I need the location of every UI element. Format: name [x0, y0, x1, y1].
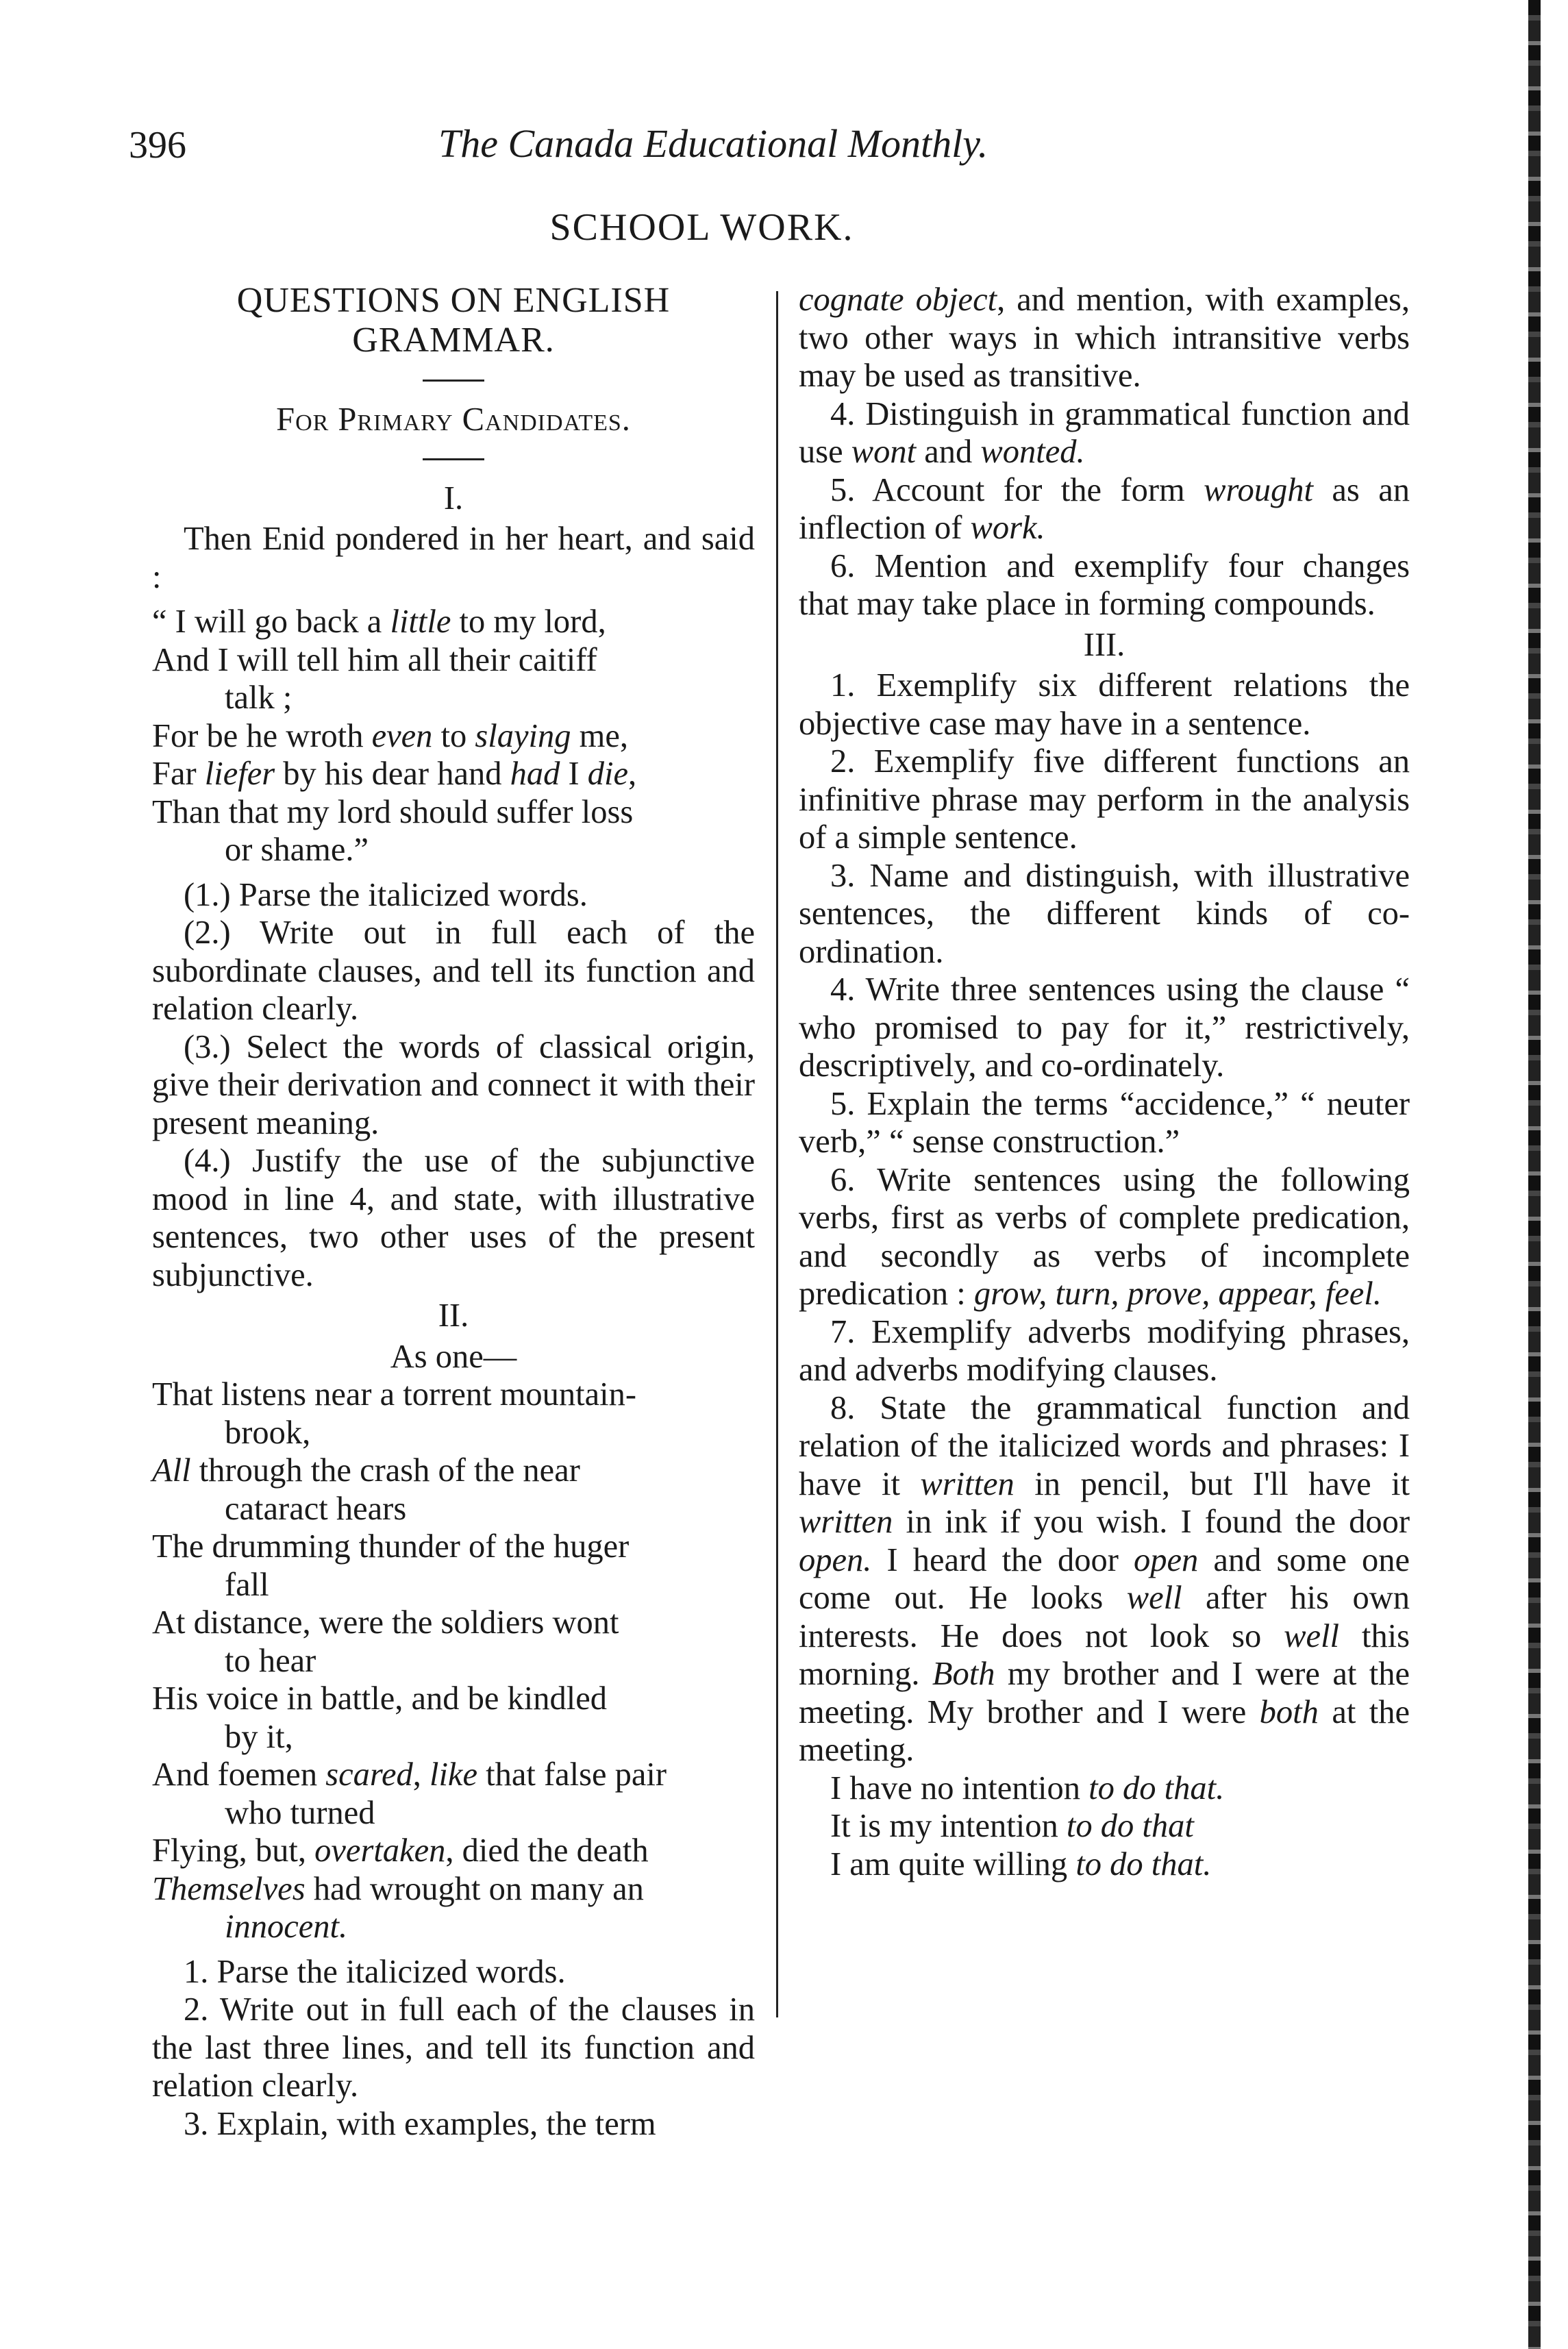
example-sentence-3: I am quite willing to do that. — [830, 1845, 1212, 1882]
question-2-3: 3. Explain, with examples, the term — [184, 2105, 656, 2142]
section-title: SCHOOL WORK. — [549, 206, 854, 249]
divider — [423, 380, 484, 382]
question-1-3: (3.) Select the words of classical origin, give their derivation and connect it with their present meaning. — [152, 1028, 755, 1141]
verse-line: who turned — [225, 1794, 375, 1831]
question-3-4: 4. Write three sentences using the clause “ who promised to pay for it,” restrictively, descriptively, and co-ordinately. — [799, 971, 1410, 1084]
verse-line: For be he wroth even to slaying me, — [152, 717, 629, 754]
verse-line: fall — [225, 1566, 269, 1603]
question-2-2: 2. Write out in full each of the clauses in the last three lines, and tell its function and relation clearly. — [152, 1991, 755, 2104]
question-3-3: 3. Name and distinguish, with illustrative sentences, the different kinds of co-ordination. — [799, 857, 1410, 970]
verse-line: or shame.” — [225, 832, 369, 868]
as-one-line: As one— — [390, 1338, 517, 1375]
article-title-line2: GRAMMAR. — [352, 321, 555, 360]
example-sentence-2: It is my intention to do that — [830, 1808, 1194, 1844]
intro-line: Then Enid pondered in her heart, and said : — [152, 521, 755, 595]
left-column — [152, 281, 755, 2143]
part-numeral-1: I. — [443, 480, 464, 517]
verse-line: Far liefer by his dear hand had I die, — [152, 756, 637, 792]
verse-line: And I will tell him all their caitiff — [152, 641, 597, 678]
right-column — [799, 281, 1410, 1883]
running-title: The Canada Educational Monthly. — [438, 121, 988, 166]
verse-line: “ I will go back a little to my lord, — [152, 604, 606, 640]
part-numeral-2: II. — [438, 1297, 469, 1334]
example-sentence-1: I have no intention to do that. — [830, 1769, 1225, 1806]
verse-line: The drumming thunder of the huger — [152, 1528, 630, 1565]
question-3-8: 8. State the grammatical function and relation of the italicized words and phrases: I have it written in pencil, but I'll have it written in ink if you wish. I found the door open. I heard the door open and some one come out. He looks well after his own interests. He does not look so well this morning. Both my brother and I were at the meeting. My brother and I were both at the meeting. — [799, 1389, 1410, 1768]
article-subtitle: For Primary Candidates. — [276, 401, 631, 438]
question-2-5: 5. Account for the form wrought as an inflection of work. — [799, 471, 1410, 546]
question-2-3-continued: cognate object, and mention, with examples, two other ways in which intransitive verbs may be used as transitive. — [799, 282, 1410, 394]
verse-line: innocent. — [225, 1909, 348, 1945]
divider — [423, 458, 484, 460]
verse-line: talk ; — [225, 680, 293, 716]
verse-line: cataract hears — [225, 1490, 407, 1527]
verse-line: Than that my lord should suffer loss — [152, 793, 634, 830]
question-3-6: 6. Write sentences using the following verbs, first as verbs of complete predication, and secondly as verbs of incomplete predication : grow, turn, prove, appear, feel. — [799, 1161, 1410, 1312]
page-number: 396 — [129, 124, 186, 166]
verse-line: At distance, were the soldiers wont — [152, 1604, 619, 1641]
question-2-6: 6. Mention and exemplify four changes that may take place in forming compounds. — [799, 547, 1410, 622]
question-3-7: 7. Exemplify adverbs modifying phrases, and adverbs modifying clauses. — [799, 1313, 1410, 1388]
part-numeral-3: III. — [1083, 626, 1125, 663]
verse-2 — [152, 1376, 755, 1946]
question-1-4: (4.) Justify the use of the subjunctive mood in line 4, and state, with illustrative sentences, two other uses of the present subjunctive. — [152, 1143, 755, 1293]
question-1-1: (1.) Parse the italicized words. — [184, 876, 588, 913]
verse-line: His voice in battle, and be kindled — [152, 1680, 608, 1717]
verse-line: And foemen scared, like that false pair — [152, 1756, 667, 1793]
verse-line: Flying, but, overtaken, died the death — [152, 1832, 649, 1869]
question-2-1: 1. Parse the italicized words. — [184, 1953, 566, 1990]
question-2-4: 4. Distinguish in grammatical function and use wont and wonted. — [799, 395, 1410, 470]
verse-line: All through the crash of the near — [152, 1452, 580, 1489]
question-3-5: 5. Explain the terms “accidence,” “ neuter verb,” “ sense construction.” — [799, 1085, 1410, 1160]
question-1-2: (2.) Write out in full each of the subordinate clauses, and tell its function and relation clearly. — [152, 915, 755, 1027]
verse-line: brook, — [225, 1414, 311, 1451]
question-3-2: 2. Exemplify five different functions an infinitive phrase may perform in the analysis of a simple sentence. — [799, 743, 1410, 856]
scan-binding-edge — [1528, 0, 1541, 2349]
question-3-1: 1. Exemplify six different relations the objective case may have in a sentence. — [799, 667, 1410, 742]
verse-line: Themselves had wrought on many an — [152, 1870, 644, 1907]
column-rule — [776, 291, 778, 2017]
verse-line: to hear — [225, 1642, 316, 1679]
verse-1 — [152, 603, 755, 869]
verse-line: That listens near a torrent mountain- — [152, 1376, 637, 1413]
article-title-line1: QUESTIONS ON ENGLISH — [236, 281, 671, 320]
verse-line: by it, — [225, 1718, 293, 1755]
